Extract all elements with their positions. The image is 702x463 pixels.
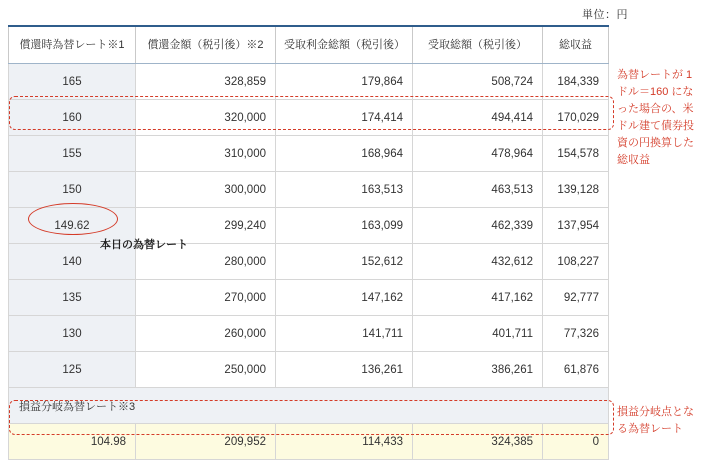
table-row xyxy=(9,208,609,244)
cell-redemption: 328,859 xyxy=(136,64,276,100)
cell-total-receipt: 478,964 xyxy=(413,136,543,172)
cell-total-return: 92,777 xyxy=(543,280,609,316)
cell-redemption: 299,240 xyxy=(136,208,276,244)
cell-rate: 140 xyxy=(9,244,136,280)
table-row xyxy=(9,172,609,208)
cell-interest: 179,864 xyxy=(276,64,413,100)
cell-total-receipt: 508,724 xyxy=(413,64,543,100)
cell-breakeven-total-receipt: 324,385 xyxy=(413,424,543,460)
cell-redemption: 320,000 xyxy=(136,100,276,136)
cell-total-return: 61,876 xyxy=(543,352,609,388)
cell-rate: 125 xyxy=(9,352,136,388)
cell-redemption: 300,000 xyxy=(136,172,276,208)
cell-total-receipt: 432,612 xyxy=(413,244,543,280)
cell-interest: 168,964 xyxy=(276,136,413,172)
table-row xyxy=(9,316,609,352)
breakeven-row xyxy=(9,424,609,460)
cell-total-return: 139,128 xyxy=(543,172,609,208)
table-row xyxy=(9,352,609,388)
cell-interest: 147,162 xyxy=(276,280,413,316)
cell-interest: 152,612 xyxy=(276,244,413,280)
annotation-rate-160: 為替レートが 1 ドル＝160 になった場合の、米ドル建て債券投資の円換算した総収益 xyxy=(617,69,694,167)
breakeven-header-row xyxy=(9,388,609,424)
column-header-interest-total: 受取利金総額（税引後） xyxy=(276,26,413,64)
cell-redemption: 250,000 xyxy=(136,352,276,388)
column-header-total-return: 総収益 xyxy=(543,26,609,64)
cell-total-return: 170,029 xyxy=(543,100,609,136)
table-row xyxy=(9,280,609,316)
column-header-redemption-rate: 償還時為替レート※1 xyxy=(9,26,136,64)
cell-redemption: 260,000 xyxy=(136,316,276,352)
cell-interest: 163,099 xyxy=(276,208,413,244)
cell-total-return: 77,326 xyxy=(543,316,609,352)
fx-simulation-table xyxy=(8,25,609,460)
table-row xyxy=(9,136,609,172)
cell-total-receipt: 462,339 xyxy=(413,208,543,244)
cell-interest: 136,261 xyxy=(276,352,413,388)
cell-total-receipt: 494,414 xyxy=(413,100,543,136)
cell-total-return: 108,227 xyxy=(543,244,609,280)
cell-rate: 135 xyxy=(9,280,136,316)
unit-label: 単位：円 xyxy=(582,9,628,21)
cell-total-receipt: 417,162 xyxy=(413,280,543,316)
cell-rate: 149.62 xyxy=(9,208,136,244)
cell-breakeven-interest: 114,433 xyxy=(276,424,413,460)
table-row xyxy=(9,64,609,100)
cell-total-receipt: 463,513 xyxy=(413,172,543,208)
cell-redemption: 270,000 xyxy=(136,280,276,316)
cell-interest: 174,414 xyxy=(276,100,413,136)
breakeven-header-label: 損益分岐為替レート※3 xyxy=(9,388,609,424)
cell-rate: 155 xyxy=(9,136,136,172)
cell-rate: 160 xyxy=(9,100,136,136)
cell-interest: 163,513 xyxy=(276,172,413,208)
cell-rate: 165 xyxy=(9,64,136,100)
cell-breakeven-total-return: 0 xyxy=(543,424,609,460)
cell-redemption: 310,000 xyxy=(136,136,276,172)
cell-rate: 150 xyxy=(9,172,136,208)
annotation-today-rate: 本日の為替レート xyxy=(100,239,188,251)
cell-interest: 141,711 xyxy=(276,316,413,352)
cell-rate: 130 xyxy=(9,316,136,352)
cell-total-return: 137,954 xyxy=(543,208,609,244)
cell-redemption: 280,000 xyxy=(136,244,276,280)
cell-breakeven-rate: 104.98 xyxy=(9,424,136,460)
cell-total-receipt: 401,711 xyxy=(413,316,543,352)
annotation-breakeven: 損益分岐点となる為替レート xyxy=(617,406,694,436)
column-header-total-receipt: 受取総額（税引後） xyxy=(413,26,543,64)
table-row xyxy=(9,244,609,280)
table-header-row xyxy=(9,26,609,64)
table-row xyxy=(9,100,609,136)
cell-total-return: 184,339 xyxy=(543,64,609,100)
column-header-redemption-amount: 償還金額（税引後）※2 xyxy=(136,26,276,64)
cell-total-return: 154,578 xyxy=(543,136,609,172)
cell-total-receipt: 386,261 xyxy=(413,352,543,388)
cell-breakeven-redemption: 209,952 xyxy=(136,424,276,460)
